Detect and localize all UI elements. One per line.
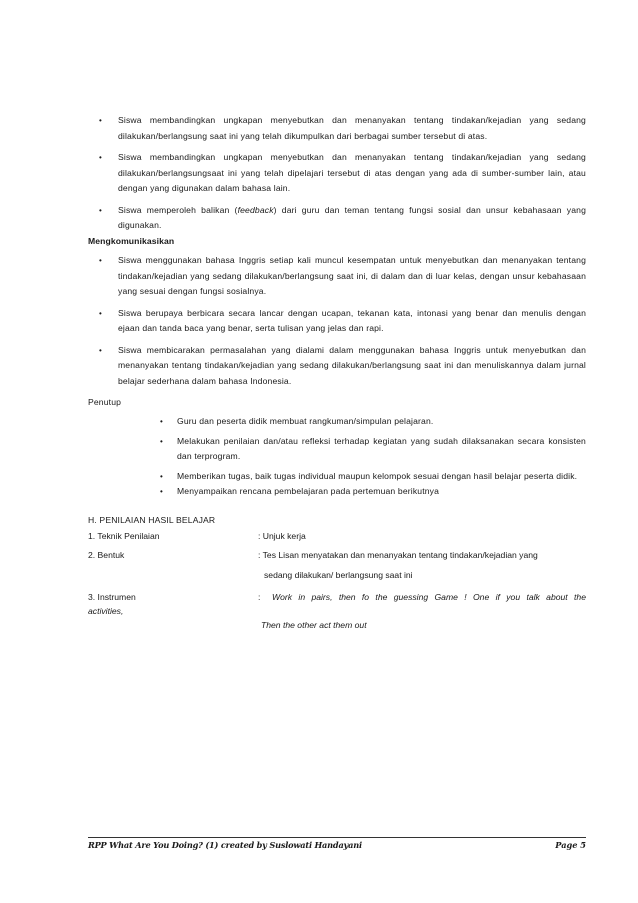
penutup-label: Penutup bbox=[88, 397, 122, 407]
section-heading-penilaian: H. PENILAIAN HASIL BELAJAR bbox=[88, 515, 216, 525]
bentuk-value-continued: sedang dilakukan/ berlangsung saat ini bbox=[264, 570, 413, 580]
list-item: • Memberikan tugas, baik tugas individual maupun kelompok sesuai dengan hasil belajar peserta didik. bbox=[160, 469, 586, 484]
instrumen-value: Work in pairs, then fo the guessing Game ! One if you talk about the bbox=[272, 592, 586, 602]
kegiatan-bullet-list bbox=[88, 113, 586, 240]
bullet-icon: • bbox=[99, 345, 102, 355]
list-item: • Siswa membandingkan ungkapan menyebutkan dan menanyakan tentang tindakan/kejadian yang sedang dilakukan/berlangsung saat ini yang telah dikumpulkan dari berbagai sumber tersebut di atas. bbox=[99, 115, 586, 141]
footer-title: RPP What Are You Doing? (1) created by Suslowati Handayani bbox=[88, 840, 362, 850]
list-item: • Siswa berupaya berbicara secara lancar dengan ucapan, tekanan kata, intonasi yang benar dan menulis dengan ejaan dan tanda baca yang benar, serta tulisan yang jelas dan rapi. bbox=[99, 307, 586, 333]
instrumen-label-continued: activities, bbox=[88, 606, 124, 616]
list-item: • Guru dan peserta didik membuat rangkuman/simpulan pelajaran. bbox=[160, 414, 586, 429]
bullet-icon: • bbox=[99, 153, 102, 162]
section-heading-mengkomunikasikan: Mengkomunikasikan bbox=[88, 236, 175, 246]
bullet-icon: • bbox=[160, 472, 163, 481]
list-item: • Siswa memperoleh balikan (feedback) dari guru dan teman tentang fungsi sosial dan unsur kebahasaan yang digunakan. bbox=[99, 204, 586, 230]
bullet-icon: • bbox=[160, 417, 163, 426]
instrumen-label: 3. Instrumen bbox=[88, 592, 136, 602]
list-item: • Melakukan penilaian dan/atau refleksi terhadap kegiatan yang sudah dilaksanakan secara konsisten dan terprogram. bbox=[160, 436, 586, 461]
bentuk-label: 2. Bentuk bbox=[88, 550, 125, 560]
footer-divider bbox=[88, 837, 586, 838]
page-number: Page 5 bbox=[555, 840, 586, 850]
instrumen-value-continued: Then the other act them out bbox=[261, 620, 367, 630]
bullet-icon: • bbox=[99, 308, 102, 318]
instrumen-colon: : bbox=[258, 592, 261, 602]
list-item: • Menyampaikan rencana pembelajaran pada pertemuan berikutnya bbox=[160, 484, 586, 499]
bullet-icon: • bbox=[160, 487, 163, 496]
bullet-icon: • bbox=[99, 256, 102, 265]
mengkomunikasikan-bullet-list bbox=[88, 253, 586, 395]
list-item: • Siswa membandingkan ungkapan menyebutkan dan menanyakan tentang tindakan/kejadian yang sedang dilakukan/berlangsungsaat ini yang telah dipelajari tersebut di atas dengan yang ada di sumber-sumber lain, atau dengan yang digunakan dalam bahasa lain. bbox=[99, 152, 586, 193]
bullet-icon: • bbox=[99, 116, 102, 125]
bullet-icon: • bbox=[160, 437, 163, 446]
list-item: • Siswa menggunakan bahasa Inggris setiap kali muncul kesempatan untuk menyebutkan dan menanyakan tentang tindakan/kejadian yang sedang dilakukan/berlangsung saat ini, di dalam dan di luar kelas, dengan unsur kebahasaan yang sesuai dengan fungsi sosialnya. bbox=[99, 255, 586, 296]
bentuk-value: : Tes Lisan menyatakan dan menanyakan tentang tindakan/kejadian yang bbox=[258, 550, 538, 560]
teknik-value: : Unjuk kerja bbox=[258, 531, 306, 541]
teknik-label: 1. Teknik Penilaian bbox=[88, 531, 160, 541]
bullet-icon: • bbox=[99, 205, 102, 215]
list-item: • Siswa membicarakan permasalahan yang dialami dalam menggunakan bahasa Inggris untuk menyebutkan dan menanyakan tentang tindakan/kejadian yang sedang dilakukan/berlangsung saat ini dan menuliskannya dalam jurnal belajar sederhana dalam bahasa Indonesia. bbox=[99, 344, 586, 386]
penutup-bullet-list bbox=[160, 414, 586, 504]
